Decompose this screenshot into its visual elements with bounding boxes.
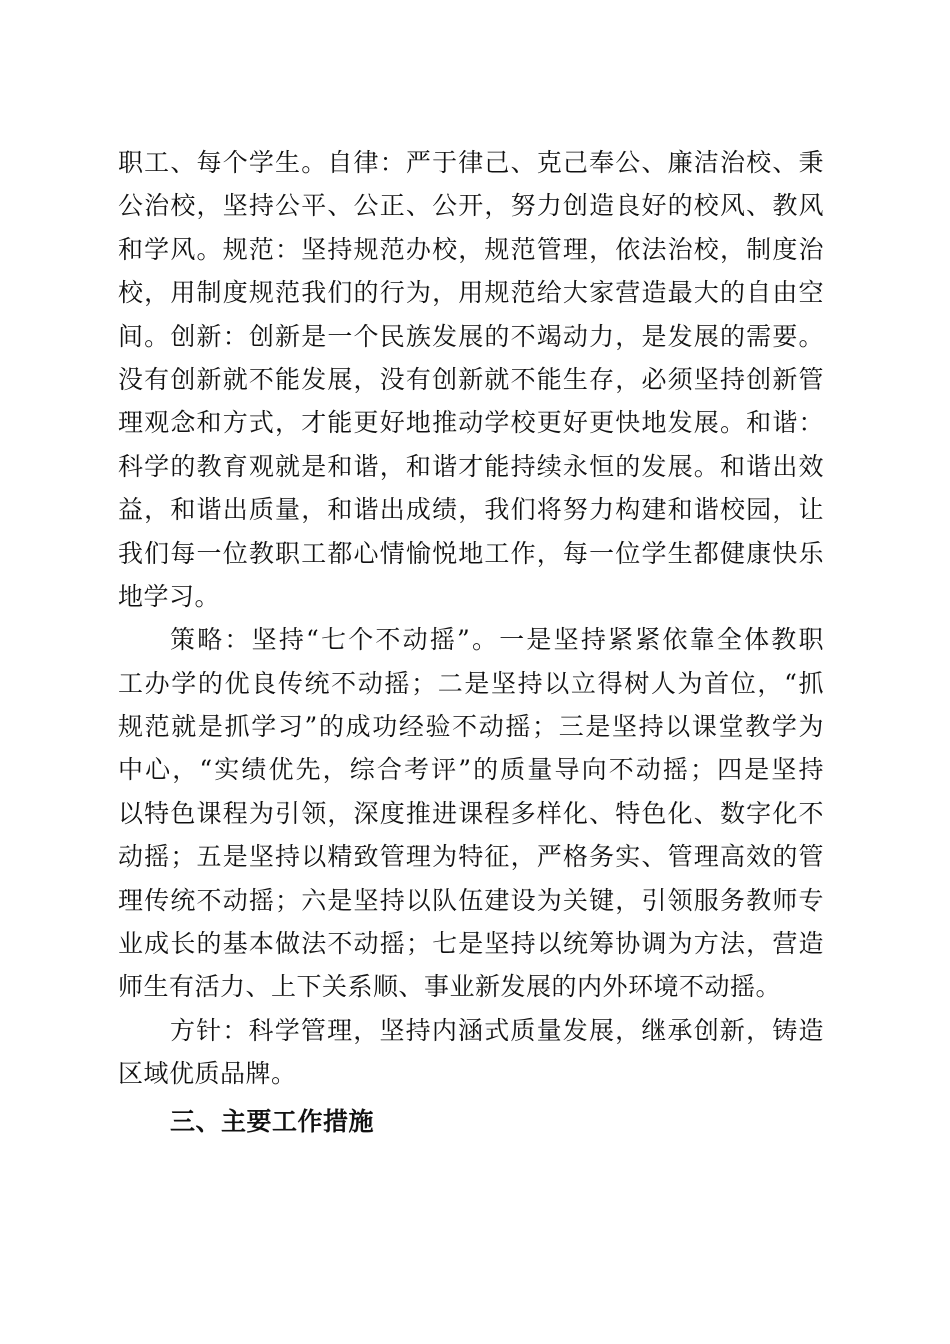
text-line: 校，用制度规范我们的行为，用规范给大家营造最大的自由空 (118, 278, 824, 308)
text-line: 策略：坚持“七个不动摇”。一是坚持紧紧依靠全体教职 (170, 625, 824, 655)
text-line: 科学的教育观就是和谐，和谐才能持续永恒的发展。和谐出效 (118, 451, 824, 481)
text-line: 方针：科学管理，坚持内涵式质量发展，继承创新，铸造 (170, 1015, 824, 1045)
text-line: 理观念和方式，才能更好地推动学校更好更快地发展。和谐： (118, 408, 824, 438)
text-line: 职工、每个学生。自律：严于律己、克己奉公、廉洁治校、秉 (118, 148, 824, 177)
text-line: 公治校，坚持公平、公正、公开，努力创造良好的校风、教风 (118, 191, 824, 221)
text-line: 中心，“实绩优先，综合考评”的质量导向不动摇；四是坚持 (118, 755, 824, 785)
text-line: 和学风。规范：坚持规范办校，规范管理，依法治校，制度治 (118, 234, 824, 264)
section-heading: 三、主要工作措施 (170, 1106, 375, 1136)
text-line: 益，和谐出质量，和谐出成绩，我们将努力构建和谐校园，让 (118, 495, 824, 525)
text-line: 规范就是抓学习”的成功经验不动摇；三是坚持以课堂教学为 (118, 712, 824, 742)
text-line: 动摇；五是坚持以精致管理为特征，严格务实、管理高效的管 (118, 842, 824, 872)
text-line: 工办学的优良传统不动摇；二是坚持以立得树人为首位，“抓 (118, 668, 824, 698)
text-line: 师生有活力、上下关系顺、事业新发展的内外环境不动摇。 (118, 972, 782, 1002)
text-line: 业成长的基本做法不动摇；七是坚持以统筹协调为方法，营造 (118, 929, 824, 959)
text-line: 以特色课程为引领，深度推进课程多样化、特色化、数字化不 (118, 798, 824, 828)
text-line: 区域优质品牌。 (118, 1059, 297, 1089)
paragraph-policy (118, 1009, 824, 1096)
text-line: 间。创新：创新是一个民族发展的不竭动力，是发展的需要。 (118, 321, 824, 351)
paragraph-values (118, 141, 824, 618)
text-line: 地学习。 (118, 581, 221, 611)
document-page (118, 141, 824, 1143)
text-line: 没有创新就不能发展，没有创新就不能生存，必须坚持创新管 (118, 364, 824, 394)
text-line: 我们每一位教职工都心情愉悦地工作，每一位学生都健康快乐 (118, 538, 824, 568)
text-line: 理传统不动摇；六是坚持以队伍建设为关键，引领服务教师专 (118, 885, 824, 915)
paragraph-strategy (118, 618, 824, 1009)
